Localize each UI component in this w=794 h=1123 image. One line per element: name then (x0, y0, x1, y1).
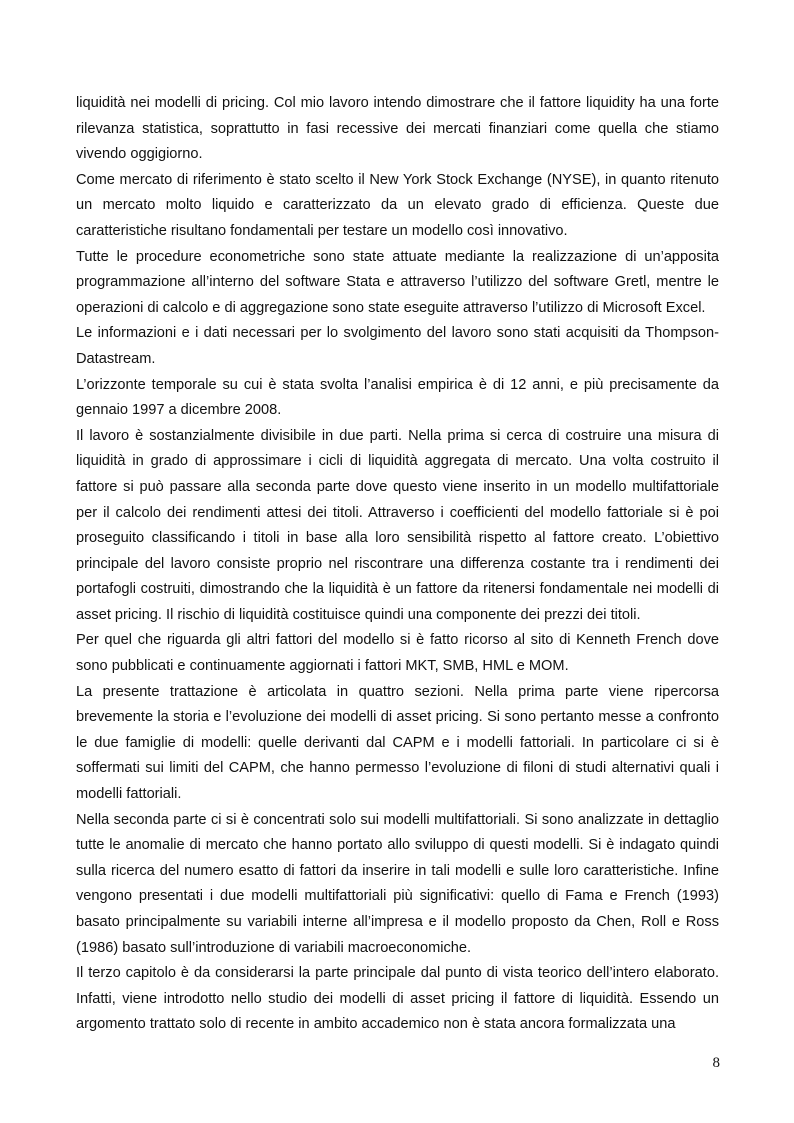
paragraph: La presente trattazione è articolata in quattro sezioni. Nella prima parte viene ripercorsa brevemente la storia e l’evoluzione dei modelli di asset pricing. Si sono pertanto messe a confronto le due famiglie di modelli: quelle derivanti dal CAPM e i modelli fattoriali. In particolare ci si è soffermati sui limiti del CAPM, che hanno permesso l’evoluzione di filoni di studi alternativi quali i modelli fattoriali. (76, 683, 719, 803)
paragraph: liquidità nei modelli di pricing. Col mio lavoro intendo dimostrare che il fattore liquidity ha una forte rilevanza statistica, soprattutto in fasi recessive dei mercati finanziari come quella che stiamo vivendo oggigiorno. (76, 95, 719, 163)
paragraph: Tutte le procedure econometriche sono state attuate mediante la realizzazione di un’apposita programmazione all’interno del software Stata e attraverso l’utilizzo del software Gretl, mentre le operazioni di calcolo e di aggregazione sono state eseguite attraverso l’utilizzo di Microsoft Excel. (76, 248, 719, 316)
page-number: 8 (712, 1055, 720, 1071)
paragraph: Per quel che riguarda gli altri fattori del modello si è fatto ricorso al sito di Kenneth French dove sono pubblicati e continuamente aggiornati i fattori MKT, SMB, HML e MOM. (76, 632, 719, 675)
paragraph: Il lavoro è sostanzialmente divisibile in due parti. Nella prima si cerca di costruire una misura di liquidità in grado di approssimare i cicli di liquidità aggregata di mercato. Una volta costruito il fattore si può passare alla seconda parte dove questo viene inserito in un modello multifattoriale per il calcolo dei rendimenti attesi dei titoli. Attraverso i coefficienti del modello fattoriale si è poi proseguito classificando i titoli in base alla loro sensibilità rispetto al fattore creato. L’obiettivo principale del lavoro consiste proprio nel riscontrare una differenza costante tra i rendimenti dei portafogli costruiti, dimostrando che la liquidità è un fattore da ritenersi fondamentale nei modelli di asset pricing. Il rischio di liquidità costituisce quindi una componente dei prezzi dei titoli. (76, 427, 719, 623)
paragraph: Nella seconda parte ci si è concentrati solo sui modelli multifattoriali. Si sono analizzate in dettaglio tutte le anomalie di mercato che hanno portato allo sviluppo di questi modelli. Si è indagato quindi sulla ricerca del numero esatto di fattori da inserire in tali modelli e sulle loro caratteristiche. Infine vengono presentati i due modelli multifattoriali più significativi: quello di Fama e French (1993) basato principalmente su variabili interne all’impresa e il modello proposto da Chen, Roll e Ross (1986) basato sull’introduzione di variabili macroeconomiche. (76, 811, 719, 956)
page-body (76, 91, 719, 1038)
paragraph: Le informazioni e i dati necessari per lo svolgimento del lavoro sono stati acquisiti da Thompson-Datastream. (76, 325, 719, 367)
paragraph: Come mercato di riferimento è stato scelto il New York Stock Exchange (NYSE), in quanto ritenuto un mercato molto liquido e caratterizzato da un elevato grado di efficienza. Queste due caratteristiche risultano fondamentali per testare un modello così innovativo. (76, 171, 719, 239)
paragraph: Il terzo capitolo è da considerarsi la parte principale dal punto di vista teorico dell’intero elaborato. Infatti, viene introdotto nello studio dei modelli di asset pricing il fattore di liquidità. Essendo un argomento trattato solo di recente in ambito accademico non è stata ancora formalizzata una (76, 965, 719, 1033)
paragraph: L’orizzonte temporale su cui è stata svolta l’analisi empirica è di 12 anni, e più precisamente da gennaio 1997 a dicembre 2008. (76, 376, 719, 419)
